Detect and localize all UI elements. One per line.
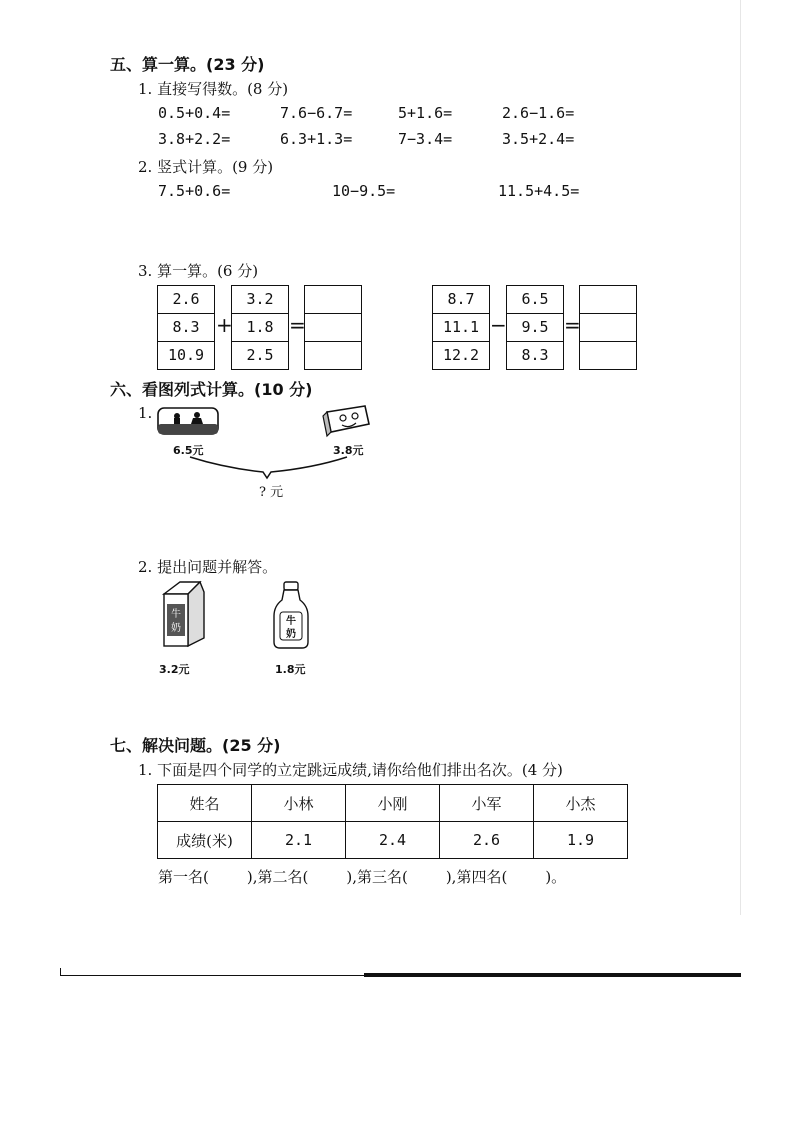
grid-cell: 1.8 — [232, 314, 288, 342]
section-5-title: 五、算一算。(23 分) — [110, 55, 265, 74]
table-cell: 2.6 — [440, 822, 534, 859]
grid-cell: 2.5 — [246, 346, 274, 364]
ranking-text: ),第四名( — [445, 868, 508, 886]
oral-calc-item: 6.3+1.3= — [280, 130, 353, 148]
section-6-title: 六、看图列式计算。(10 分) — [110, 380, 313, 399]
addend-column-b — [231, 285, 289, 370]
oral-calc-item: 5+1.6= — [398, 104, 453, 122]
answer-cell[interactable] — [305, 314, 361, 342]
bottle-text: 奶 — [286, 629, 296, 640]
footer-rule-thin — [60, 975, 364, 976]
total-price-question: ? 元 — [259, 485, 284, 500]
ranking-answer-line — [158, 866, 566, 887]
table-cell: 1.9 — [534, 822, 628, 859]
price-label: 6.5元 — [173, 444, 204, 457]
grid-cell: 6.5 — [507, 286, 563, 314]
milk-products-figure — [158, 580, 358, 656]
table-header-cell: 小刚 — [346, 785, 440, 822]
grid-cell: 8.3 — [158, 314, 214, 342]
question-5-1-title: 1. 直接写得数。(8 分) — [138, 80, 289, 98]
ranking-text: ),第二名( — [246, 868, 309, 886]
table-cell: 2.4 — [346, 822, 440, 859]
ranking-text: ),第三名( — [346, 868, 408, 886]
table-header-cell: 小林 — [252, 785, 346, 822]
grid-cell: 2.6 — [158, 286, 214, 314]
minus-sign: − — [490, 313, 507, 337]
vertical-calc-item: 11.5+4.5= — [498, 182, 580, 200]
table-header-cell: 小杰 — [534, 785, 628, 822]
oral-calc-item: 7−3.4= — [398, 130, 453, 148]
grid-cell: 3.2 — [232, 286, 288, 314]
table-cell: 成绩(米) — [158, 822, 252, 859]
ranking-text: )。 — [545, 868, 567, 886]
table-row — [158, 822, 628, 859]
eraser-icon — [323, 406, 369, 436]
grid-cell: 8.7 — [433, 286, 489, 314]
price-label: 3.2元 — [159, 663, 190, 676]
vertical-calc-item: 7.5+0.6= — [158, 182, 231, 200]
carton-text: 奶 — [171, 623, 181, 634]
answer-cell[interactable] — [580, 314, 636, 342]
grid-cell: 11.1 — [433, 314, 489, 342]
section-7-title: 七、解决问题。(25 分) — [110, 736, 281, 755]
vertical-calc-item: 10−9.5= — [332, 182, 396, 200]
minuend-column — [432, 285, 490, 370]
question-5-2-title: 2. 竖式计算。(9 分) — [138, 158, 274, 176]
oral-calc-item: 7.6−6.7= — [280, 104, 353, 122]
grid-cell: 12.2 — [442, 346, 480, 364]
equals-sign: = — [564, 313, 581, 337]
table-cell: 2.1 — [252, 822, 346, 859]
question-6-2-title: 2. 提出问题并解答。 — [138, 558, 278, 576]
answer-cell[interactable] — [580, 286, 636, 314]
table-header-row — [158, 785, 628, 822]
answer-column-sub[interactable] — [579, 285, 637, 370]
answer-cell[interactable] — [305, 286, 361, 314]
table-header-cell: 姓名 — [158, 785, 252, 822]
page-edge-line — [740, 0, 741, 915]
addend-column-a — [157, 285, 215, 370]
carton-text: 牛 — [171, 609, 181, 620]
question-6-1-number: 1. — [138, 404, 153, 422]
equals-sign: = — [289, 313, 306, 337]
pencil-case-icon — [158, 408, 218, 434]
answer-column-add[interactable] — [304, 285, 362, 370]
subtrahend-column — [506, 285, 564, 370]
grid-cell: 10.9 — [167, 346, 205, 364]
oral-calc-item: 0.5+0.4= — [158, 104, 231, 122]
question-7-1-title: 1. 下面是四个同学的立定跳远成绩,请你给他们排出名次。(4 分) — [138, 761, 563, 779]
oral-calc-item: 3.8+2.2= — [158, 130, 231, 148]
answer-cell[interactable] — [580, 342, 636, 369]
oral-calc-item: 2.6−1.6= — [502, 104, 575, 122]
footer-rule-thick — [364, 973, 741, 977]
grid-cell: 9.5 — [507, 314, 563, 342]
question-5-3-title: 3. 算一算。(6 分) — [138, 262, 259, 280]
answer-cell[interactable] — [305, 342, 361, 369]
grid-cell: 8.3 — [521, 346, 549, 364]
plus-sign: + — [216, 313, 233, 337]
table-header-cell: 小军 — [440, 785, 534, 822]
milk-carton-icon — [164, 582, 204, 646]
bottle-text: 牛 — [286, 616, 296, 627]
price-label: 3.8元 — [333, 444, 364, 457]
price-label: 1.8元 — [275, 663, 306, 676]
long-jump-score-table — [157, 784, 628, 859]
milk-bottle-icon — [274, 582, 308, 648]
ranking-text: 第一名( — [158, 868, 209, 886]
oral-calc-item: 3.5+2.4= — [502, 130, 575, 148]
